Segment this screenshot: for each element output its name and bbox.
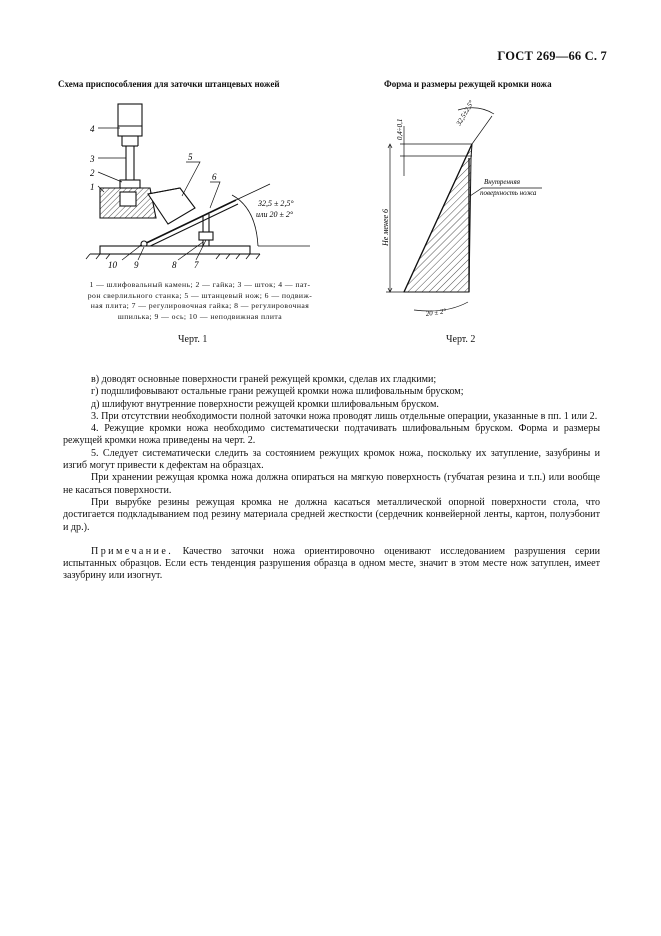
note-label: Примечание. xyxy=(91,545,174,557)
callout-4: 4 xyxy=(90,124,95,134)
list-item: д) шлифуют внутренние поверхности режущей кромки шлифовальным бруском. xyxy=(91,398,439,410)
callout-5: 5 xyxy=(188,152,193,162)
callout-2: 2 xyxy=(90,168,95,178)
paragraph-storage: При хранении режущая кромка ножа должна опираться на мягкую поверхность (губчатая резина и т.п.) или вообще не касаться поверхности. xyxy=(63,472,600,496)
angle-top: 32,5±2,5° xyxy=(454,99,476,127)
note xyxy=(63,546,600,583)
surface-label-1: Внутренняя xyxy=(484,178,520,186)
paragraph-3: 3. При отсутствии необходимости полной заточки ножа проводят лишь отдельные операции, указанные в пп. 1 или 2. xyxy=(91,410,598,422)
callout-6: 6 xyxy=(212,172,217,182)
legend-line: шпилька; 9 — ось; 10 — неподвижная плита xyxy=(117,311,283,321)
note-text: Качество заточки ножа ориентировочно оценивают исследованием разрушения серии испытанных образцов. Если есть тенденция разрушения образца в одном месте, значит в этом месте нож затуплен, имеет зазубрину или изогнут. xyxy=(63,545,600,582)
height-label: Не менее 6 xyxy=(381,208,390,246)
surface-label-2: поверхность ножа xyxy=(480,189,537,197)
drill-chuck xyxy=(118,104,142,136)
legend-line: ная плита; 7 — регулировочная гайка; 8 — регулировочная xyxy=(90,301,310,310)
list-item: в) доводят основные поверхности граней режущей кромки, сделав их гладкими; xyxy=(91,374,437,385)
figure1-legend xyxy=(70,280,330,322)
fixed-plate xyxy=(100,246,250,254)
figure1-caption: Черт. 1 xyxy=(178,334,208,345)
callout-8: 8 xyxy=(172,260,177,270)
top-dimension: 0,4÷0,1 xyxy=(396,118,404,140)
legend-line: рон сверлильного станка; 5 — штанцевый нож; 6 — подвиж- xyxy=(87,290,313,300)
callout-9: 9 xyxy=(134,260,139,270)
callout-1: 1 xyxy=(90,182,95,192)
paragraph-cutting: При вырубке резины режущая кромка не должна касаться металлической опорной поверхности стола, что достигается подкладыванием под резину материала средней жесткости (сердечник конвейерной ленты, картон, полуэбонит и др.). xyxy=(63,496,600,533)
angle-label: 32,5 ± 2,5° xyxy=(258,199,294,208)
angle-alt-label: или 20 ± 2° xyxy=(256,210,294,219)
list-item: г) подшлифовывают остальные грани режущей кромки ножа шлифовальным бруском; xyxy=(91,386,464,398)
figure2-caption: Черт. 2 xyxy=(446,334,476,345)
callout-3: 3 xyxy=(90,154,95,164)
page-header: ГОСТ 269—66 С. 7 xyxy=(497,49,607,63)
edge-profile-drawing xyxy=(370,96,570,322)
callout-7: 7 xyxy=(194,260,199,270)
legend-line: 1 — шлифовальный камень; 2 — гайка; 3 — шток; 4 — пат- xyxy=(89,280,311,289)
paragraph-5: 5. Следует систематически следить за состоянием режущих кромок ножа, поскольку их затупление, зазубрины и изгиб могут привести к дефектам на образцах. xyxy=(63,447,600,472)
paragraph-4: 4. Режущие кромки ножа необходимо систематически подтачивать шлифовальным бруском. Форма и размеры режущей кромки ножа приведены на черт. 2. xyxy=(63,423,600,447)
figure1-title: Схема приспособления для заточки штанцевых ножей xyxy=(58,79,280,89)
fixture-drawing xyxy=(60,96,350,272)
die-knife xyxy=(148,188,195,224)
angle-bottom: 20 ± 2° xyxy=(425,307,447,318)
body-text xyxy=(63,374,600,583)
callout-10: 10 xyxy=(108,260,117,270)
figure2-title: Форма и размеры режущей кромки ножа xyxy=(384,79,552,89)
